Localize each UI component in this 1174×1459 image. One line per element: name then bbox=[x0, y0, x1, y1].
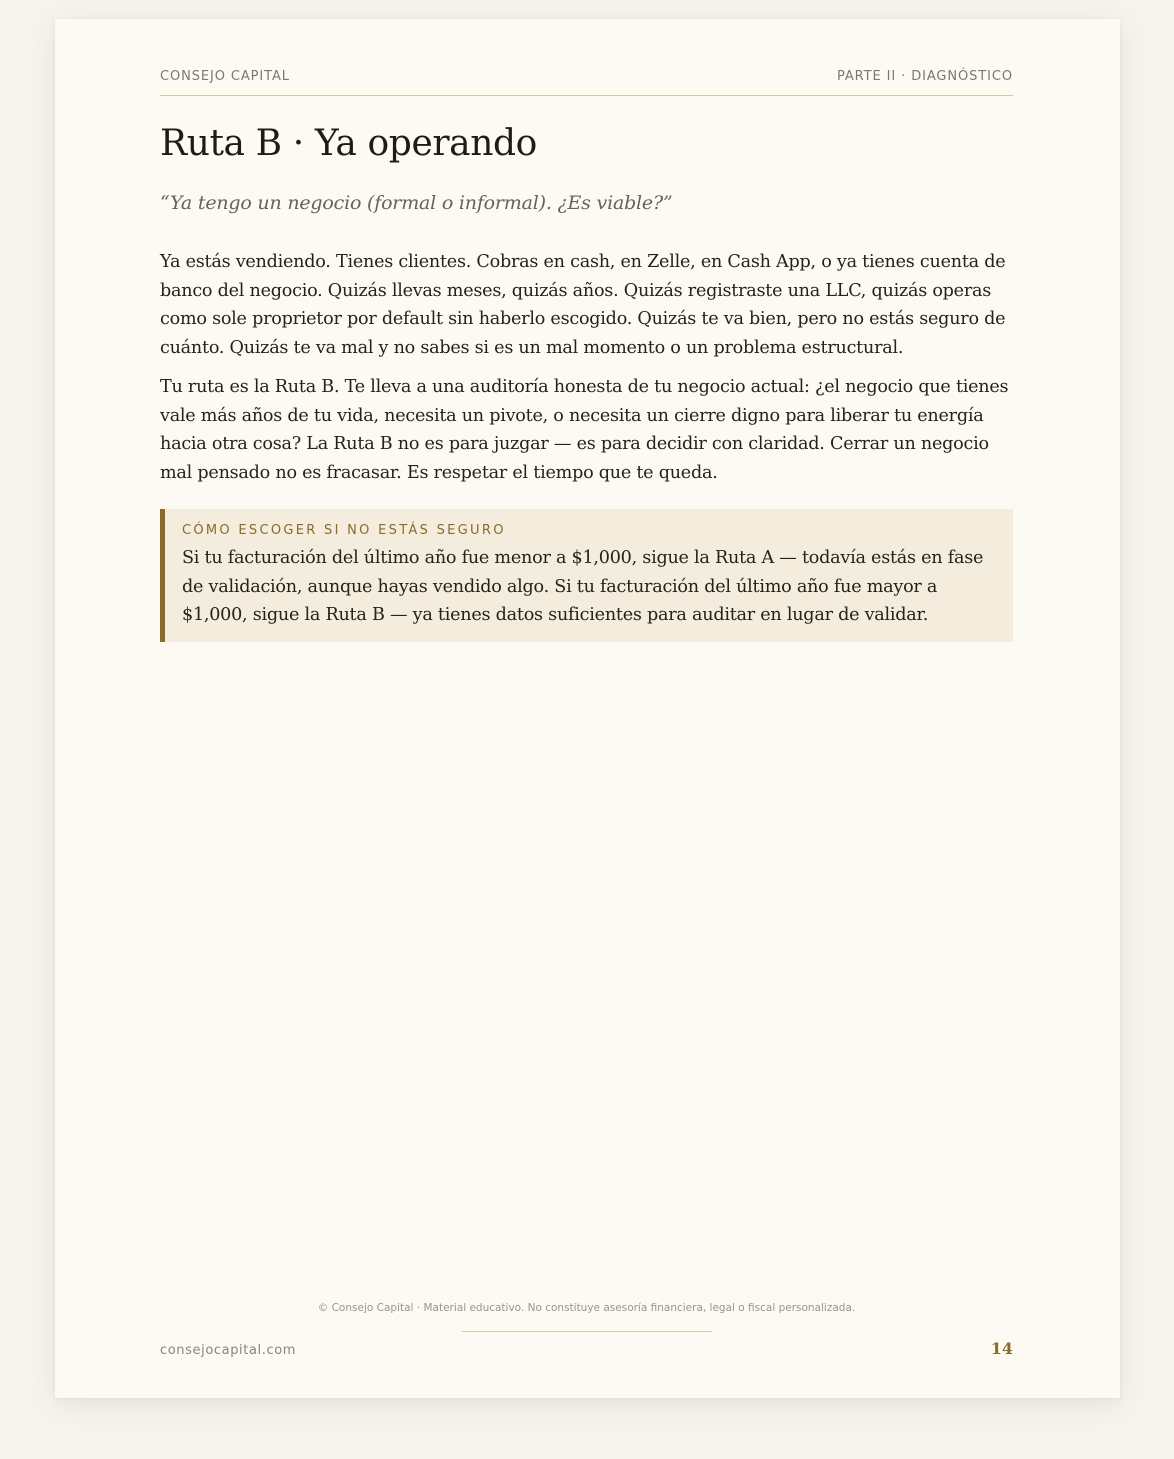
footer-disclaimer: © Consejo Capital · Material educativo. No constituye asesoría financiera, legal o fiscal personalizada. bbox=[317, 1302, 856, 1314]
document-page bbox=[55, 19, 1120, 1398]
callout-text: Si tu facturación del último año fue menor a $1,000, sigue la Ruta A — todavía estás en fase de validación, aunque hayas vendido algo. Si tu facturación del último año fue mayor a $1,000, sigue la Ruta B — ya tienes datos suficientes para auditar en lugar de validar. bbox=[182, 548, 984, 625]
footer-divider bbox=[462, 1331, 712, 1332]
running-header bbox=[160, 68, 1013, 96]
page-number: 14 bbox=[990, 1339, 1013, 1358]
callout-box bbox=[160, 509, 1013, 642]
body-text bbox=[160, 248, 1020, 487]
footer-website: consejocapital.com bbox=[160, 1343, 297, 1358]
header-section: PARTE II · DIAGNÓSTICO bbox=[836, 69, 1013, 84]
body-paragraph-2: Tu ruta es la Ruta B. Te lleva a una auditoría honesta de tu negocio actual: ¿el negocio que tienes vale más años de tu vida, necesita un pivote, o necesita un cierre digno para liberar tu energía hacia otra cosa? La Ruta B no es para juzgar — es para decidir con claridad. Cerrar un negocio mal pensado no es fracasar. Es respetar el tiempo que te queda. bbox=[160, 377, 1009, 483]
body-paragraph-1: Ya estás vendiendo. Tienes clientes. Cobras en cash, en Zelle, en Cash App, o ya tienes cuenta de banco del negocio. Quizás llevas meses, quizás años. Quizás registraste una LLC, quizás operas como sole proprietor por default sin haberlo escogido. Quizás te va bien, pero no estás seguro de cuánto. Quizás te va mal y no sabes si es un mal momento o un problema estructural. bbox=[160, 252, 1006, 358]
header-brand: CONSEJO CAPITAL bbox=[160, 69, 290, 84]
epigraph-quote: “Ya tengo un negocio (formal o informal). ¿Es viable?” bbox=[160, 192, 673, 214]
callout-label: CÓMO ESCOGER SI NO ESTÁS SEGURO bbox=[182, 523, 506, 538]
page-title: Ruta B · Ya operando bbox=[160, 123, 537, 164]
